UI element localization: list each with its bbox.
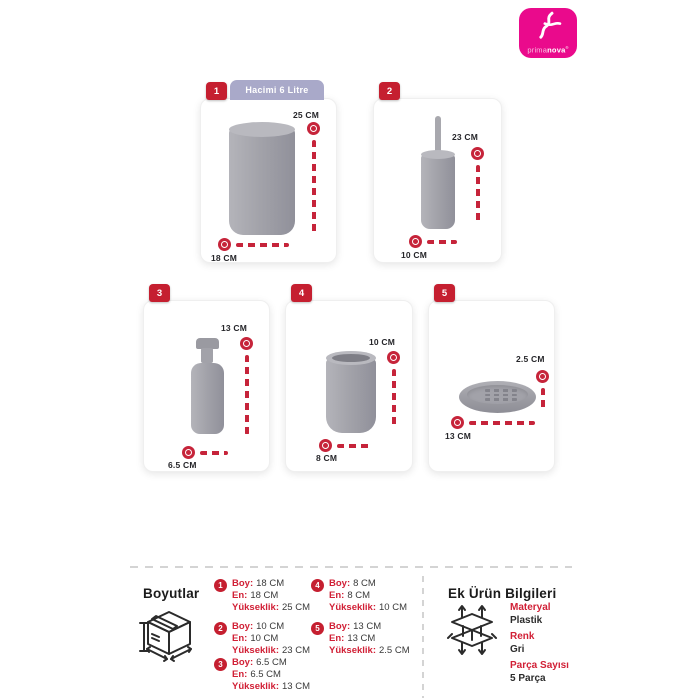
height-marker-icon [307,122,320,135]
yukseklik-value: 2.5 CM [379,644,410,656]
item-2-lines [232,621,310,656]
width-label: 10 CM [401,250,428,260]
tumbler-opening [332,354,370,362]
yukseklik-label: Yükseklik: [232,601,279,613]
material-label: Materyal [510,602,551,613]
item-5-number [311,622,324,635]
capacity-tab [230,80,324,100]
height-label: 2.5 CM [516,354,545,364]
brush-holder-top [421,150,455,159]
badge-number: 4 [298,287,305,299]
dish-drain-slots [485,389,517,401]
pump-neck [201,348,213,363]
en-row [329,633,410,645]
yukseklik-value: 13 CM [282,680,310,692]
en-label: En: [232,632,248,644]
bottle-body [191,363,224,434]
boy-value: 8 CM [353,578,376,589]
number-text: 2 [218,624,223,633]
product-card-4 [285,287,413,472]
height-marker-icon [387,351,400,364]
marker-dot [540,374,545,379]
product-1-badge [206,82,227,100]
number-text: 5 [315,624,320,633]
width-label: 18 CM [211,253,238,263]
registered-mark: ® [565,44,569,50]
logo-prefix: prima [527,45,548,54]
slot-row [485,398,517,401]
height-dash-line [541,388,545,411]
logo-wordmark [527,44,568,55]
en-row [232,669,310,681]
width-label: 13 CM [445,431,472,441]
badge-number: 5 [441,287,448,299]
marker-dot [391,355,396,360]
bin-top [229,122,295,137]
item-4-number [311,579,324,592]
number-text: 4 [315,581,320,590]
en-label: En: [232,668,248,680]
yukseklik-row [232,681,310,693]
yukseklik-value: 25 CM [282,601,310,613]
boy-value: 18 CM [256,578,285,589]
en-row [232,633,310,645]
en-row [329,590,407,602]
en-row [232,590,310,602]
yukseklik-row [232,645,310,657]
capacity-label: Hacimi 6 Litre [245,85,309,95]
footer-divider [130,566,572,568]
extra-info-heading: Ek Ürün Bilgileri [448,586,557,601]
logo-swirl-icon [532,11,564,41]
material-value: Plastik [510,615,543,626]
height-label: 25 CM [293,110,320,120]
en-value: 10 CM [250,632,279,644]
boy-row [232,621,310,633]
width-dash-line [236,243,289,247]
width-dash-line [469,421,535,425]
item-4-lines [329,578,407,613]
brush-holder-body [421,155,455,229]
height-label: 23 CM [452,132,479,142]
en-label: En: [329,632,345,644]
dimension-item-2 [214,621,310,656]
yukseklik-label: Yükseklik: [329,601,376,613]
product-card-3 [143,287,270,472]
item-3-number [214,658,227,671]
height-dash-line [312,140,316,234]
product-5-badge [434,284,455,302]
number-text: 1 [218,581,223,590]
height-label: 13 CM [221,323,248,333]
width-dash-line [200,451,228,455]
tumbler-body [326,359,376,433]
marker-dot [311,126,316,131]
en-value: 8 CM [347,589,371,601]
primanova-logo [519,8,577,58]
marker-dot [186,450,191,455]
yukseklik-label: Yükseklik: [232,644,279,656]
boy-label: Boy: [232,621,254,632]
badge-number: 2 [386,85,393,97]
marker-dot [475,151,480,156]
yukseklik-row [329,645,410,657]
slot-row [485,389,517,392]
item-1-lines [232,578,310,613]
en-value: 6.5 CM [250,668,281,680]
dimension-item-1 [214,578,310,613]
product-card-1 [200,85,337,263]
dimension-item-3 [214,657,310,692]
width-dash-line [337,444,373,448]
item-2-number [214,622,227,635]
color-label: Renk [510,631,535,642]
product-3-badge [149,284,170,302]
width-marker-icon [409,235,422,248]
en-label: En: [232,589,248,601]
boy-label: Boy: [329,578,351,589]
boy-value: 6.5 CM [256,657,287,668]
width-marker-icon [451,416,464,429]
item-1-number [214,579,227,592]
marker-dot [244,341,249,346]
badge-number: 1 [213,85,220,97]
logo-suffix: nova [547,45,566,54]
height-dash-line [392,369,396,426]
width-marker-icon [182,446,195,459]
badge-number: 3 [156,287,163,299]
height-label: 10 CM [369,337,396,347]
width-marker-icon [218,238,231,251]
height-marker-icon [471,147,484,160]
marker-dot [455,420,460,425]
product-card-5 [428,287,555,472]
dimension-item-4 [311,578,407,613]
en-value: 18 CM [250,589,279,601]
yukseklik-row [329,602,407,614]
boy-label: Boy: [329,621,351,632]
en-value: 13 CM [347,632,376,644]
width-marker-icon [319,439,332,452]
yukseklik-label: Yükseklik: [329,644,376,656]
package-box-icon [136,608,198,664]
marker-dot [222,242,227,247]
dimensions-heading: Boyutlar [143,586,200,601]
product-4-badge [291,284,312,302]
width-label: 6.5 CM [168,460,197,470]
boy-row [232,578,310,590]
height-dash-line [245,355,249,435]
item-3-lines [232,657,310,692]
number-text: 3 [218,660,223,669]
boy-row [329,578,407,590]
yukseklik-value: 23 CM [282,644,310,656]
height-marker-icon [536,370,549,383]
footer-vertical-divider [422,576,424,698]
bin-body [229,129,295,235]
marker-dot [323,443,328,448]
marker-dot [413,239,418,244]
yukseklik-label: Yükseklik: [232,680,279,692]
width-dash-line [427,240,457,244]
boy-row [329,621,410,633]
slot-row [485,394,517,397]
height-dash-line [476,165,480,223]
product-2-badge [379,82,400,100]
width-label: 8 CM [316,453,338,463]
boy-label: Boy: [232,657,254,668]
color-value: Gri [510,644,525,655]
dimension-item-5 [311,621,410,656]
boy-value: 13 CM [353,621,382,632]
dimensions-3d-icon [446,604,498,656]
piece-count-label: Parça Sayısı [510,660,569,671]
en-label: En: [329,589,345,601]
boy-value: 10 CM [256,621,285,632]
product-card-2 [373,85,502,263]
yukseklik-row [232,602,310,614]
boy-row [232,657,310,669]
height-marker-icon [240,337,253,350]
yukseklik-value: 10 CM [379,601,407,613]
item-5-lines [329,621,410,656]
boy-label: Boy: [232,578,254,589]
piece-count-value: 5 Parça [510,673,546,684]
